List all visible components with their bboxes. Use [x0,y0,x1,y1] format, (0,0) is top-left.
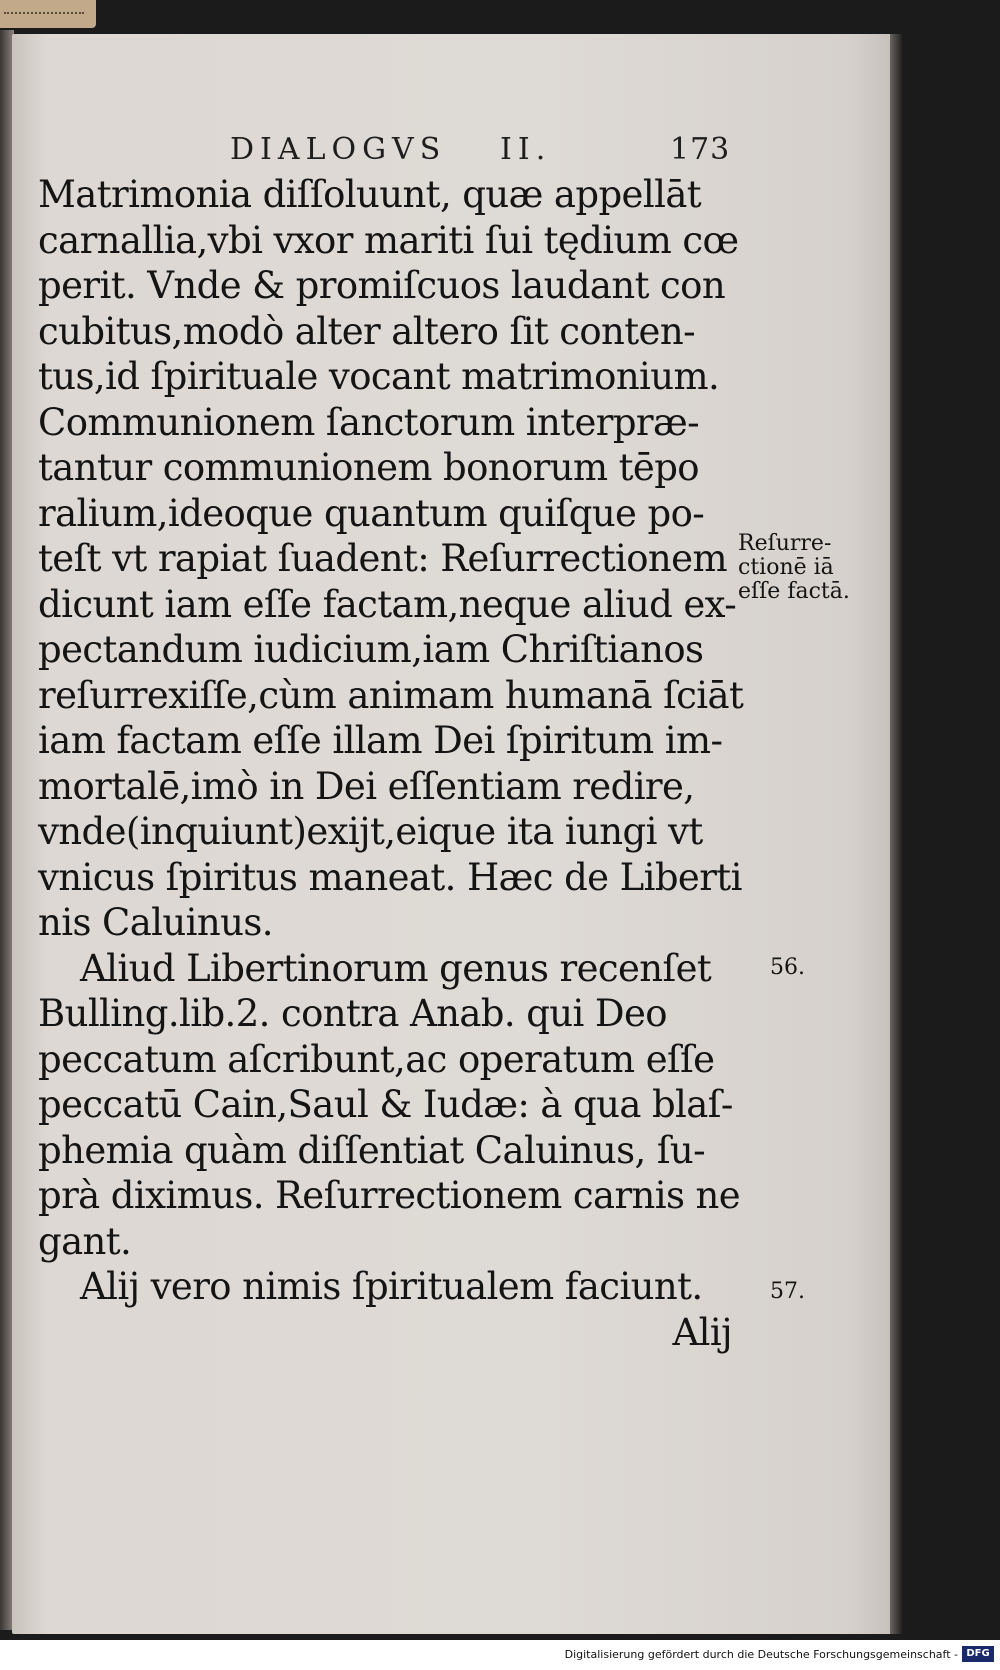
text-line: ralium,ideoque quantum quiſque po- [38,491,705,535]
text-line: pectandum iudicium,iam Chriſtianos [38,628,704,671]
dfg-logo: DFG [962,1646,994,1662]
text-line: peccatū Cain,Saul & Iudæ: à qua blaſ- [38,1083,733,1126]
margin-number-57: 57. [770,1279,805,1304]
margin-note-resurrection [738,532,850,604]
text-line: vnicus ſpiritus maneat. Hæc de Liberti [38,855,742,899]
margin-number-56: 56. [770,955,805,980]
text-line: perit. Vnde & promiſcuos laudant con [38,264,726,307]
text-line: dicunt iam eſſe factam,neque aliud ex- [38,582,737,626]
body-text [38,172,744,1355]
text-line: phemia quàm diſſentiat Caluinus, ſu- [38,1128,706,1172]
decorative-dots [4,12,84,18]
page-right-shadow [890,34,902,1634]
margin-note-line: Reſurre- [738,531,832,556]
text-line: reſurrexiſſe,cùm animam humanā ſciāt [38,673,744,717]
text-line: iam factam eſſe illam Dei ſpiritum im- [38,719,723,762]
text-line: mortalē,imò in Dei eſſentiam redire, [38,764,695,808]
text-line: peccatum aſcribunt,ac operatum eſſe [38,1037,715,1081]
catchword: Alij [672,1310,732,1354]
text-line: Communionem ſanctorum interpræ- [38,400,700,444]
text-line: Alij vero nimis ſpiritualem faciunt. [80,1265,703,1308]
funding-credit: Digitalisierung gefördert durch die Deutsche Forschungsgemeinschaft - [564,1648,958,1661]
text-line: Matrimonia diſſoluunt, quæ appellāt [38,173,702,216]
text-line: tantur communionem bonorum tēpo [38,446,699,489]
margin-note-line: ctionē iā [738,555,834,580]
page-number: 173 [670,132,731,167]
header-title: DIALOGVS [230,132,447,167]
book-top-edge [0,0,96,28]
footer-bar [0,1640,1000,1670]
text-line: prà diximus. Reſurrectionem carnis ne [38,1174,741,1217]
text-line: cubitus,modò alter altero ſit conten- [38,309,695,353]
header-dialog-number: II. [500,132,552,167]
text-line: vnde(inquiunt)exijt,eique ita iungi vt [38,810,703,853]
text-line: gant. [38,1219,132,1263]
text-line: teſt vt rapiat ſuadent: Reſurrectionem [38,537,727,580]
running-header [230,132,750,172]
text-line: Bulling.lib.2. contra Anab. qui Deo [38,992,667,1035]
text-line: nis Caluinus. [38,901,273,944]
margin-note-line: eſſe factā. [738,579,850,604]
text-line: tus,id ſpirituale vocant matrimonium. [38,355,720,398]
text-line: carnallia,vbi vxor mariti ſui tędium cœ [38,218,739,262]
text-line: Aliud Libertinorum genus recenſet [80,946,712,990]
